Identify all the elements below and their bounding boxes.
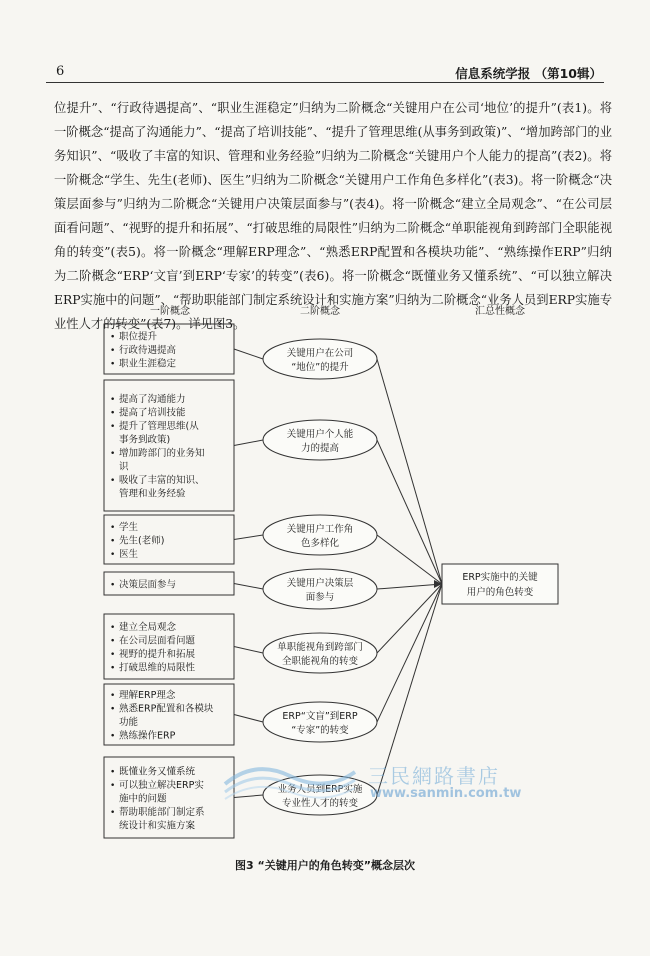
connector-line: [234, 795, 263, 798]
second-order-label: ERP“文盲”到ERP: [282, 711, 358, 722]
bullet-icon: •: [110, 476, 116, 486]
bullet-icon: •: [110, 536, 116, 547]
paragraph-text: 位提升”、“行政待遇提高”、“职业生涯稳定”归纳为二阶概念“关键用户在公司‘地位’的提升”(表1)。将一阶概念“提高了沟通能力”、“提高了培训技能”、“提升了管理思维(从事务到政策)”、“增加跨部门的业务知识”、“吸收了丰富的知识、管理和业务经验”归纳为二阶概念“关键用户个人能力的提高”(表2)。将一阶概念“学生、先生(老师)、医生”归纳为二阶概念“关键用户工作角色多样化”(表3)。将一阶概念“决策层面参与”归纳为二阶概念“关键用户决策层面参与”(表4)。将一阶概念“建立全局观念”、“在公司层面看问题”、“视野的提升和拓展”、“打破思维的局限性”归纳为二阶概念“单职能视角到跨部门全职能视角的转变”(表5)。将一阶概念“理解ERP理念”、“熟悉ERP配置和各模块功能”、“熟练操作ERP”归纳为二阶概念“ERP‘文盲’到ERP‘专家’的转变”(表6)。将一阶概念“既懂业务又懂系统”、“可以独立解决ERP实施中的问题”、“帮助职能部门制定系统设计和实施方案”归纳为二阶概念“业务人员到ERP实施专业性人才的转变”(表7)。详见图3。: [54, 101, 612, 331]
bullet-icon: •: [110, 549, 116, 560]
first-order-item: 既懂业务又懂系统: [119, 766, 196, 778]
watermark-name: 三民網路書店: [368, 764, 500, 788]
second-order-label: 单职能视角到跨部门: [277, 642, 363, 653]
summary-label: ERP实施中的关键: [462, 572, 538, 583]
concept-hierarchy-figure: [0, 300, 650, 852]
arrow-line: [377, 584, 442, 653]
first-order-item: 吸收了丰富的知识、: [119, 475, 205, 486]
second-order-label: 色多样化: [300, 538, 340, 549]
bullet-icon: •: [110, 650, 116, 660]
bullet-icon: •: [110, 780, 116, 791]
connector-line: [234, 715, 263, 723]
second-order-label: 关键用户在公司: [286, 348, 354, 359]
page-header: [46, 60, 604, 83]
summary-label: 用户的角色转变: [466, 587, 534, 598]
bullet-icon: •: [110, 408, 116, 419]
bullet-icon: •: [110, 636, 116, 647]
first-order-item: 功能: [119, 717, 139, 728]
first-order-item: 职业生涯稳定: [119, 358, 177, 370]
arrow-line: [377, 440, 442, 584]
connector-line: [234, 440, 263, 446]
first-order-item: 施中的问题: [119, 793, 167, 805]
first-order-item: 提高了培训技能: [119, 407, 186, 419]
column-header: 二阶概念: [300, 306, 340, 317]
second-order-ellipse: [263, 702, 377, 742]
connector-line: [234, 584, 263, 590]
second-order-label: 关键用户工作角: [286, 524, 354, 535]
bullet-icon: •: [110, 395, 116, 405]
bullet-icon: •: [110, 731, 116, 742]
first-order-item: 建立全局观念: [119, 622, 177, 633]
first-order-item: 职位提升: [119, 331, 158, 343]
first-order-item: 理解ERP理念: [119, 690, 176, 701]
column-header: 汇总性概念: [475, 306, 525, 317]
column-header: 一阶概念: [150, 306, 190, 317]
first-order-item: 打破思维的局限性: [119, 662, 196, 674]
bullet-icon: •: [110, 580, 116, 591]
first-order-item: 提升了管理思维(从: [119, 421, 199, 432]
first-order-item: 提高了沟通能力: [119, 394, 186, 405]
figure-caption: 图3 “关键用户的角色转变”概念层次: [235, 859, 415, 872]
first-order-item: 医生: [119, 548, 139, 560]
bullet-icon: •: [110, 767, 116, 778]
bullet-icon: •: [110, 449, 116, 459]
first-order-item: 事务到政策): [119, 434, 171, 446]
watermark-url: www.sanmin.com.tw: [370, 786, 522, 801]
bullet-icon: •: [110, 359, 116, 370]
second-order-label: 专业性人才的转变: [281, 798, 359, 809]
journal-title: 信息系统学报 （第10辑）: [455, 66, 602, 81]
first-order-item: 帮助职能部门制定系: [119, 806, 205, 818]
second-order-label: 关键用户决策层: [286, 578, 354, 589]
first-order-item: 统设计和实施方案: [119, 820, 196, 832]
first-order-item: 识: [119, 461, 129, 473]
first-order-item: 先生(老师): [119, 535, 165, 547]
first-order-item: 在公司层面看问题: [119, 635, 196, 647]
bullet-icon: •: [110, 704, 116, 715]
bullet-icon: •: [110, 422, 116, 432]
arrow-line: [377, 584, 442, 589]
bullet-icon: •: [110, 522, 116, 533]
connector-line: [234, 349, 263, 359]
bullet-icon: •: [110, 345, 116, 356]
first-order-item: 熟练操作ERP: [119, 730, 176, 742]
first-order-item: 视野的提升和拓展: [119, 649, 196, 660]
second-order-label: 关键用户个人能: [286, 429, 354, 440]
second-order-ellipse: [263, 569, 377, 609]
second-order-label: “专家”的转变: [291, 725, 349, 736]
connector-line: [234, 647, 263, 654]
bullet-icon: •: [110, 807, 116, 818]
second-order-ellipse: [263, 515, 377, 555]
arrow-line: [377, 535, 442, 584]
arrow-line: [377, 359, 442, 584]
first-order-item: 增加跨部门的业务知: [119, 448, 205, 459]
second-order-label: 全职能视角的转变: [281, 656, 359, 667]
first-order-item: 熟悉ERP配置和各模块: [119, 703, 214, 715]
second-order-ellipse: [263, 339, 377, 379]
bullet-icon: •: [110, 691, 116, 701]
second-order-label: 业务人员到ERP实施: [277, 784, 363, 795]
bullet-icon: •: [110, 623, 116, 633]
first-order-item: 可以独立解决ERP实: [119, 779, 204, 791]
first-order-item: 决策层面参与: [119, 579, 177, 591]
second-order-label: 力的提高: [300, 443, 340, 454]
first-order-item: 行政待遇提高: [119, 344, 177, 356]
first-order-item: 学生: [119, 521, 139, 533]
bullet-icon: •: [110, 663, 116, 674]
second-order-label: 面参与: [305, 592, 335, 603]
bullet-icon: •: [110, 332, 116, 343]
second-order-ellipse: [263, 633, 377, 673]
arrow-line: [377, 584, 442, 795]
connector-line: [234, 535, 263, 540]
summary-box: [442, 564, 558, 604]
first-order-item: 管理和业务经验: [119, 488, 186, 500]
second-order-ellipse: [263, 775, 377, 815]
second-order-label: “地位”的提升: [291, 362, 349, 373]
second-order-ellipse: [263, 420, 377, 460]
arrow-line: [377, 584, 442, 722]
page-number: 6: [56, 64, 65, 79]
